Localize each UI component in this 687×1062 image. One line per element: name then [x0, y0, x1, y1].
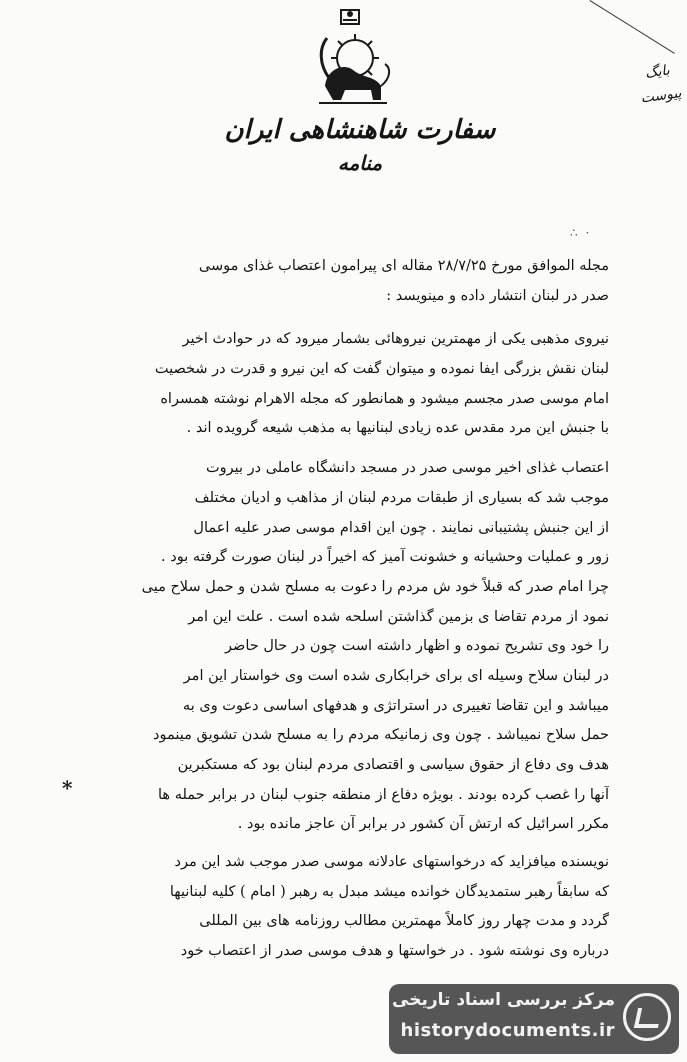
text-line: آنها را غصب کرده بودند . بویژه دفاع از منطقه جنوب لبنان در برابر حمله ها: [158, 786, 609, 803]
corner-note-line1: بایگ: [644, 62, 671, 82]
archive-logo-icon: [623, 993, 671, 1041]
text-line: نیروی مذهبی یکی از مهمترین نیروهائی بشمار میرود که در حوادث اخیر: [182, 331, 609, 348]
handwritten-corner-note: [636, 57, 682, 110]
document-body: [96, 252, 609, 967]
text-line: در لبنان سلاح وسیله ای برای خرابکاری شده است وی خواستار این امر: [183, 667, 609, 684]
text-line: را خود وی تشریح نموده و اظهار داشته است چون در حال حاضر: [225, 638, 609, 655]
text-line: لبنان نقش بزرگی ایفا نموده و میتوان گفت که این نیرو و قدرت در شخصیت: [154, 361, 609, 378]
paragraph: [96, 252, 609, 311]
text-line: چرا امام صدر که قبلاً خود ش مردم را دعوت به مسلح شدن و حمل سلاح میی: [141, 578, 609, 595]
text-line: هدف وی دفاع از حقوق سیاسی و اقتصادی مردم لبنان بود که مستکبرین: [177, 757, 609, 773]
text-line: زور و عملیات وحشیانه و خشونت آمیز که اخیراً در لبنان صورت گرفته بود .: [161, 549, 609, 566]
text-line: با جنبش این مرد مقدس عده زیادی لبنانیها به مذهب شیعه گرویده اند .: [186, 420, 609, 437]
corner-note-line2: پیوست: [639, 85, 683, 107]
document-type: منامه: [337, 151, 383, 175]
watermark-title: مرکز بررسی اسناد تاریخی: [392, 990, 615, 1010]
text-line: میباشد و این تقاضا تغییری در استراتژی و هدفهای اساسی دعوت وی به: [182, 697, 609, 714]
text-line: درباره وی نوشته شود . در خواستها و هدف موسی صدر از اعتصاب خود: [180, 943, 609, 960]
text-line: حمل سلاح نمیباشد . چون وی زمانیکه مردم را به مسلح شدن تشویق مینمود: [153, 727, 609, 744]
stray-marks: ∴ ·: [570, 226, 592, 240]
paragraph: [96, 454, 609, 840]
lion-and-sun-emblem-icon: [305, 8, 395, 108]
embassy-name: سفارت شاهنشاهی ایران: [224, 115, 496, 145]
text-line: امام موسی صدر مجسم میشود و همانطور که مجله الاهرام نوشته همسراه: [160, 390, 609, 407]
text-line: مجله الموافق مورخ ۲۸/۷/۲۵ مقاله ای پیرامون اعتصاب غذای موسی: [198, 258, 609, 274]
text-line: نمود از مردم تقاضا ی بزمین گذاشتن اسلحه شده است . علت این امر: [188, 608, 609, 625]
paragraph: [96, 848, 609, 967]
text-line: مکرر اسرائیل که ارتش آن کشور در برابر آن عاجز مانده بود .: [237, 816, 609, 833]
text-line: گردد و مدت چهار روز کاملاً مهمترین مطالب روزنامه های بین المللی: [199, 913, 609, 930]
paragraph: [96, 325, 609, 444]
text-line: موجب شد که بسیاری از طبقات مردم لبنان از مذاهب و ادیان مختلف: [194, 489, 609, 506]
text-line: از این جنبش پشتیبانی نمایند . چون این اقدام موسی صدر علیه اعمال: [193, 519, 609, 536]
watermark-url: historydocuments.ir: [400, 1020, 615, 1041]
archive-watermark: [389, 984, 679, 1054]
text-line: صدر در لبنان انتشار داده و مینویسد :: [386, 287, 609, 304]
margin-mark: *: [62, 776, 73, 800]
text-line: که سابقاً رهبر ستمدیدگان خوانده میشد مبدل به رهبر ( امام ) کلیه لبنانیها: [169, 883, 609, 900]
text-line: اعتصاب غذای اخیر موسی صدر در مسجد دانشگاه عاملی در بیروت: [205, 460, 609, 477]
text-line: نویسنده میافزاید که درخواستهای عادلانه موسی صدر موجب شد این مرد: [174, 854, 609, 871]
letterhead: [210, 112, 510, 178]
